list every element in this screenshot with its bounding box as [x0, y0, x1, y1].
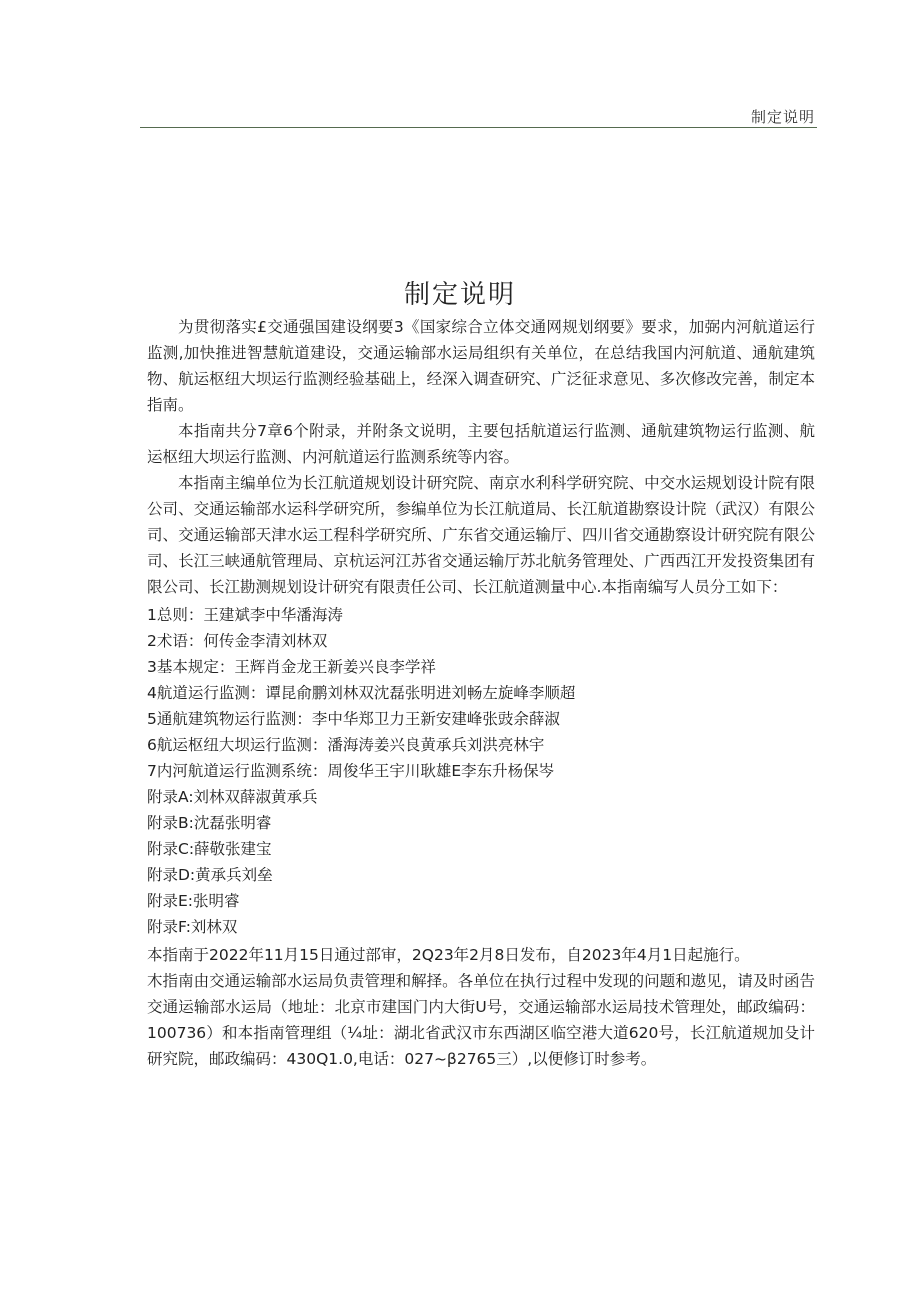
assignment-line: 7内河航道运行监测系统：周俊华王宇川耿雄E李东升杨保岑	[147, 762, 555, 780]
paragraph-contact: 木指南由交通运输部水运局负责管理和解择。各单位在执行过程中发现的问题和遨见，请及时函告交通运输部水运局（地址：北京市建国门内大街U号，交通运输部水运局技术管理处，邮政编码：100736）和本指南管理组（¼址：湖北省武汉市东西湖区临空港大道620号，长江航道规加殳计研究院，邮政编码：430Q1.0,电话：027~β2765三）,以便修订时参考。	[147, 972, 815, 1068]
document-title: 制定说明	[403, 280, 516, 311]
assignment-line: 附录B:沈磊张明睿	[147, 814, 272, 832]
header-rule	[140, 127, 817, 128]
assignment-line: 4航道运行监测：谭昆俞鹏刘林双沈磊张明进刘畅左旋峰李顺超	[147, 684, 576, 702]
running-header: 制定说明	[750, 108, 815, 126]
assignment-line: 6航运枢纽大坝运行监测：潘海涛姜兴良黄承兵刘洪亮林宇	[147, 736, 545, 754]
assignment-line: 5通航建筑物运行监测：李中华郑卫力王新安建峰张豉余薛淑	[147, 710, 560, 728]
assignment-line: 1总则：王建斌李中华潘海涛	[147, 606, 343, 624]
assignment-line: 附录D:黄承兵刘垒	[147, 866, 273, 884]
assignment-line: 附录C:薛敬张建宝	[147, 840, 272, 858]
assignment-line: 2术语：何传金李清刘林双	[147, 632, 328, 650]
assignment-line: 附录A:刘林双薛淑黄承兵	[147, 788, 318, 806]
paragraph-structure: 本指南共分7章6个附录，并附条文说明，主要包括航道运行监测、通航建筑物运行监测、航运枢纽大坝运行监测、内河航道运行监测系统等内容。	[147, 422, 815, 466]
assignment-list	[147, 602, 815, 940]
assignment-line: 3基本规定：王辉肖金龙王新姜兴良李学祥	[147, 658, 436, 676]
assignment-line: 附录E:张明睿	[147, 892, 240, 910]
paragraph-intro: 为贯彻落实£交通强国建设纲要3《国家综合立体交通网规划纲要》要求，加弼内河航道运行监测,加快推进智慧航道建设，交通运输部水运局组织有关单位，在总结我国内河航道、通航建筑物、航运枢纽大坝运行监测经验基础上，经深入调查研究、广泛征求意见、多次修改完善，制定本指南。	[147, 318, 815, 414]
assignment-line: 附录F:刘林双	[147, 918, 238, 936]
document-body	[147, 314, 815, 1072]
paragraph-dates: 本指南于2022年11月15日通过部审，2Q23年2月8日发布，自2023年4月1日起施行。	[147, 946, 750, 964]
paragraph-units: 本指南主编单位为长江航道规划设计研究院、南京水利科学研究院、中交水运规划设计院有限公司、交通运输部水运科学研究所，参编单位为长江航道局、长江航道勘察设计院（武汉）有限公司、交通运输部天津水运工程科学研究所、广东省交通运输厅、四川省交通勘察设计研究院有限公司、长江三峡通航管理局、京杭运河江苏省交通运输厅苏北航务管理处、广西西江开发投资集团有限公司、长江勘测规划设计研究有限责任公司、长江航道测量中心.本指南编写人员分工如下：	[147, 474, 815, 596]
